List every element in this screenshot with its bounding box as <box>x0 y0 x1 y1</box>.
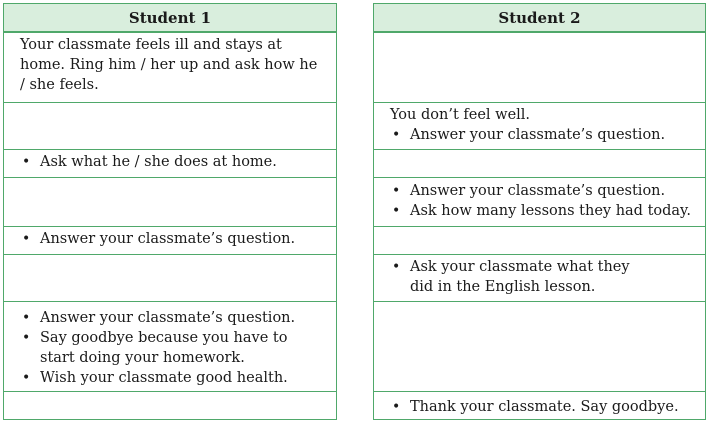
task-bullet: • Answer your classmate’s question. <box>390 125 695 145</box>
task-bullet: • Thank your classmate. Say goodbye. <box>390 397 695 417</box>
student-1-header <box>3 3 337 32</box>
student-2-header <box>373 3 706 32</box>
student-1-header-label: Student 1 <box>128 8 212 27</box>
task-bullet: • Ask your classmate what they did in the English lesson. <box>390 257 645 297</box>
student-1-row-1 <box>3 32 337 103</box>
task-bullet: • Ask what he / she does at home. <box>20 152 326 172</box>
student-1-row-3 <box>3 149 337 178</box>
student-1-row-8-empty <box>3 391 337 420</box>
student-2-row-6 <box>373 254 706 302</box>
task-bullet: • Answer your classmate’s question. <box>20 229 326 249</box>
student-2-row-1-empty <box>373 32 706 103</box>
task-bullet: • Wish your classmate good health. <box>20 368 326 388</box>
student-1-row-2-empty <box>3 102 337 150</box>
task-bullet: • Say goodbye because you have to start doing your homework. <box>20 328 326 368</box>
student-2-row-7-empty <box>373 301 706 392</box>
student-1-row-7 <box>3 301 337 392</box>
student-2-row-8 <box>373 391 706 420</box>
student-2-row-4 <box>373 177 706 227</box>
student-1-row-4-empty <box>3 177 337 227</box>
student-2-row-5-empty <box>373 226 706 255</box>
instruction-text: You don’t feel well. <box>390 107 531 123</box>
task-bullet: • Answer your classmate’s question. <box>20 308 326 328</box>
task-bullet: • Answer your classmate’s question. <box>390 181 695 201</box>
student-2-header-label: Student 2 <box>498 8 581 27</box>
student-1-row-6-empty <box>3 254 337 302</box>
task-bullet: • Ask how many lessons they had today. <box>390 201 695 221</box>
student-1-row-5 <box>3 226 337 255</box>
student-2-row-3-empty <box>373 149 706 178</box>
student-2-row-2 <box>373 102 706 150</box>
instruction-text: Your classmate feels ill and stays at home. Ring him / her up and ask how he / she feels. <box>20 37 318 93</box>
